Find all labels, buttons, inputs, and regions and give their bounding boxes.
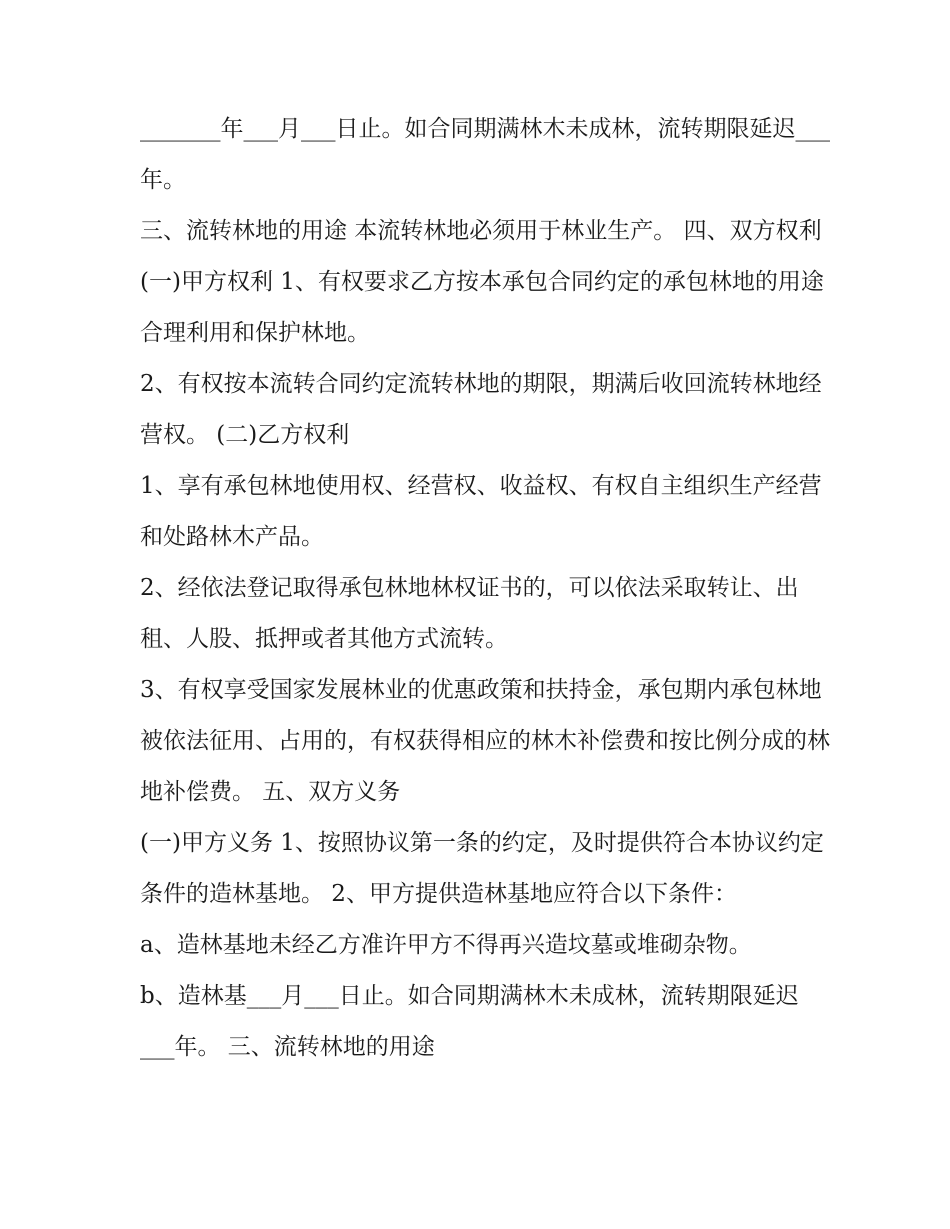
document-body [140, 104, 830, 1073]
paragraph-condition-b: b、造林基___月___日止。如合同期满林木未成林，流转期限延迟___年。 三、流转林地的用途 [140, 983, 799, 1060]
paragraph-party-a-right-2: 2、有权按本流转合同约定流转林地的期限，期满后收回流转林地经营权。 (二)乙方权利 [140, 371, 822, 448]
paragraph-land-use-and-rights: 三、流转林地的用途 本流转林地必须用于林业生产。 四、双方权利 (一)甲方权利 1、有权要求乙方按本承包合同约定的承包林地的用途合理利用和保护林地。 [140, 218, 824, 346]
paragraph-term-deadline: _______年___月___日止。如合同期满林木未成林，流转期限延迟___年。 [140, 116, 830, 193]
paragraph-party-b-right-3: 3、有权享受国家发展林业的优惠政策和扶持金，承包期内承包林地被依法征用、占用的，有权获得相应的林木补偿费和按比例分成的林地补偿费。 五、双方义务 [140, 677, 830, 805]
paragraph-party-b-right-1: 1、享有承包林地使用权、经营权、收益权、有权自主组织生产经营和处路林木产品。 [140, 473, 822, 550]
paragraph-party-a-duties: (一)甲方义务 1、按照协议第一条的约定，及时提供符合本协议约定条件的造林基地。 2、甲方提供造林基地应符合以下条件： [140, 830, 824, 907]
paragraph-party-b-right-2: 2、经依法登记取得承包林地林权证书的，可以依法采取转让、出租、人股、抵押或者其他方式流转。 [140, 575, 799, 652]
paragraph-condition-a: a、造林基地未经乙方准许甲方不得再兴造坟墓或堆砌杂物。 [140, 932, 752, 958]
